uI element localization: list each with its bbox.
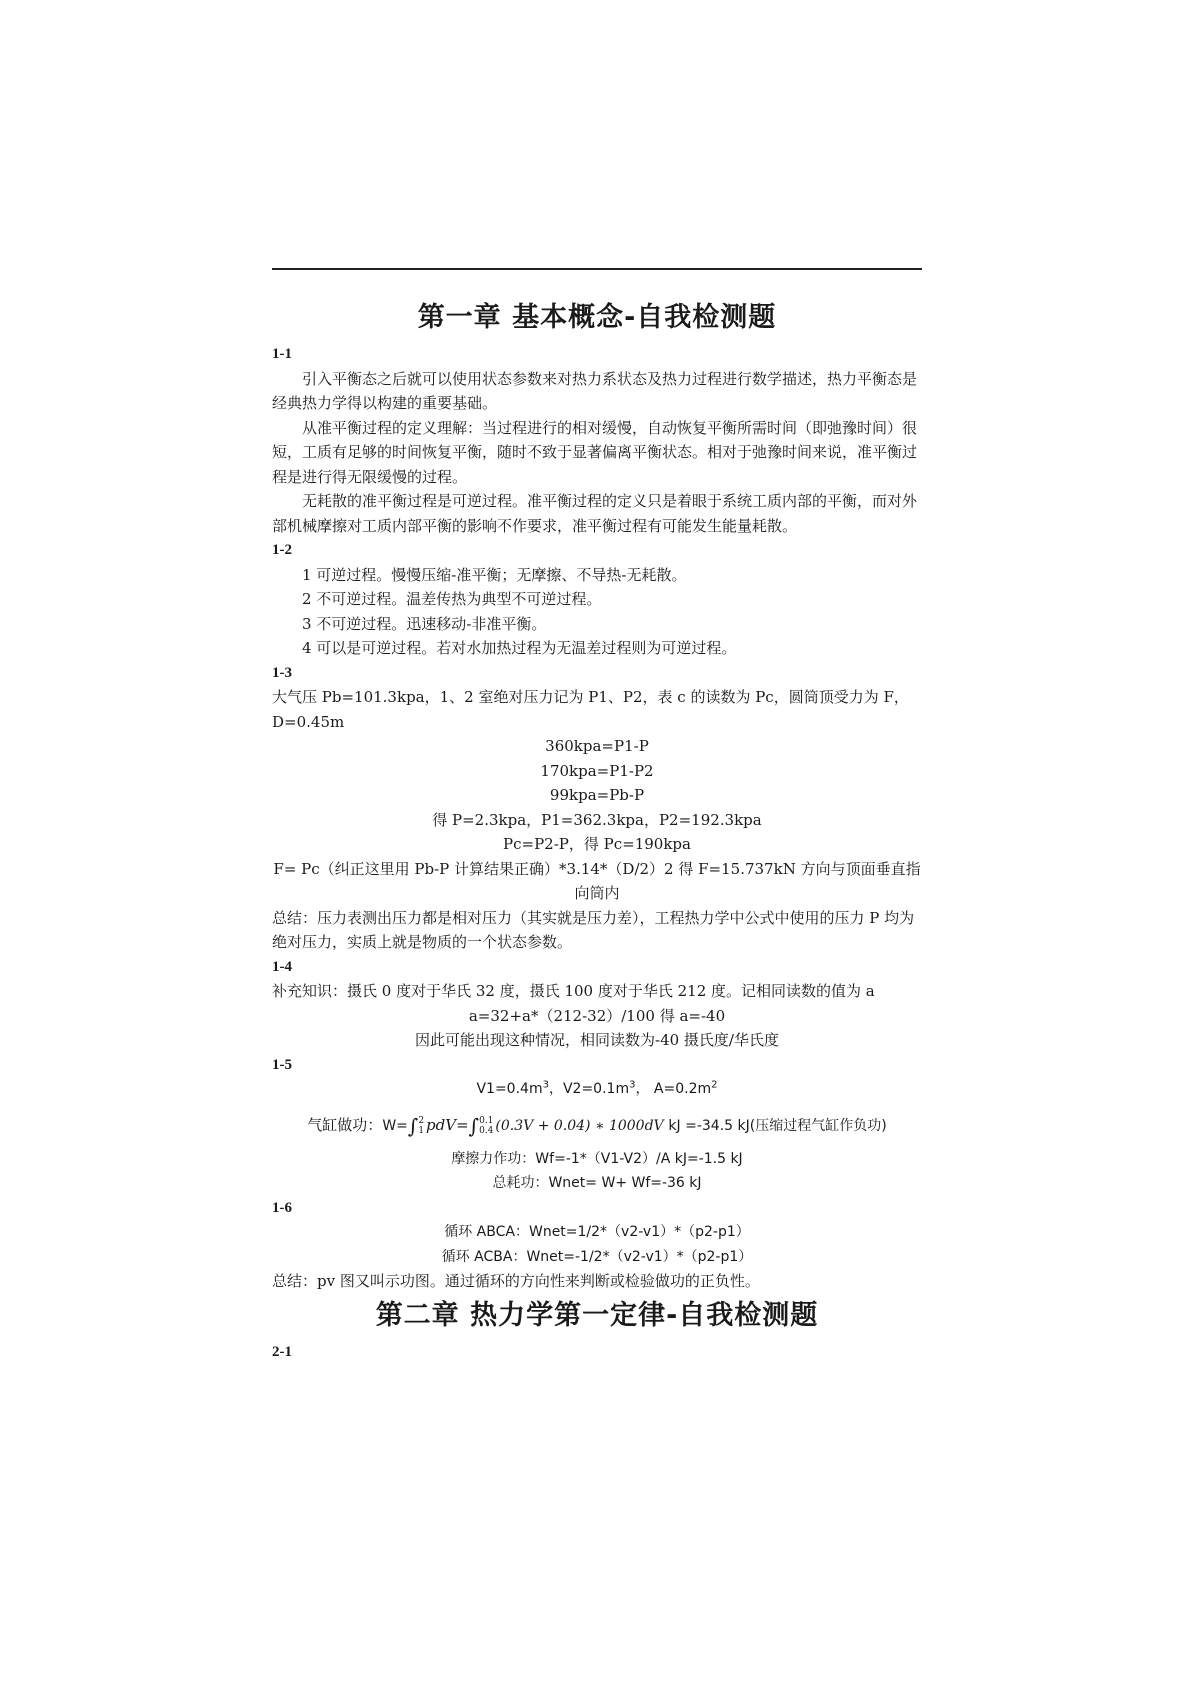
integral-limits xyxy=(418,1116,424,1136)
section-1-4-label: 1-4 xyxy=(272,958,292,975)
work-label: 气缸做功： xyxy=(307,1115,383,1134)
section-1-3-equation: 99kpa=Pb-P xyxy=(549,786,645,804)
section-1-5-label: 1-5 xyxy=(272,1056,292,1073)
section-1-1-label: 1-1 xyxy=(272,346,292,362)
section-1-3-equation: 得 P=2.3kpa，P1=362.3kpa，P2=192.3kpa xyxy=(432,810,762,829)
section-1-3-summary: 总结：压力表测出压力都是相对压力（其实就是压力差），工程热力学中公式中使用的压力 P 均为绝对压力，实质上就是物质的一个状态参数。 xyxy=(272,908,915,951)
section-1-1-paragraph-1: 引入平衡态之后就可以使用状态参数来对热力系状态及热力过程进行数学描述，热力平衡态是经典热力学得以构建的重要基础。 xyxy=(272,369,918,412)
section-1-2-item: 4 可以是可逆过程。若对水加热过程为无温差过程则为可逆过程。 xyxy=(302,639,737,657)
section-1-5-volumes: $V1=0.4m^3$，$V2=0.1m^3$， $A=0.2m^2$ xyxy=(476,1079,718,1097)
work-equals: = xyxy=(456,1115,469,1134)
work-symbol: W= xyxy=(382,1117,408,1134)
section-1-1-paragraph-3: 无耗散的准平衡过程是可逆过程。准平衡过程的定义只是着眼于系统工质内部的平衡，而对外部机械摩擦对工质内部平衡的影响不作要求，准平衡过程有可能发生能量耗散。 xyxy=(272,492,918,535)
section-1-4-equation: 因此可能出现这种情况，相同读数为-40 摄氏度/华氏度 xyxy=(415,1031,779,1049)
section-1-3-equation: 170kpa=P1-P2 xyxy=(540,761,654,780)
section-1-2-item: 3 不可逆过程。迅速移动-非准平衡。 xyxy=(302,614,547,633)
integral-limits xyxy=(479,1116,493,1136)
work-expr-2: (0.3V + 0.04) ∗ 1000dV xyxy=(495,1117,664,1134)
section-1-3-label: 1-3 xyxy=(272,664,292,681)
section-1-2-label: 1-2 xyxy=(272,542,292,558)
section-1-6-abca: 循环 ABCA：Wnet=1/2*（v2-v1）*（p2-p1） xyxy=(444,1224,750,1240)
upper-limit: 2 xyxy=(418,1115,425,1126)
work-expr-1: pdV xyxy=(426,1115,457,1134)
section-1-3-force: F= Pc（纠正这里用 Pb-P 计算结果正确）*3.14*（D/2）2 得 F=15.737kN 方向与顶面垂直指向筒内 xyxy=(273,859,921,902)
section-1-5-friction: 摩擦力作功：Wf=-1*（V1-V2）/A kJ=-1.5 kJ xyxy=(451,1150,743,1167)
section-1-3-equation: 360kpa=P1-P xyxy=(545,737,649,755)
integral-icon: ∫ xyxy=(468,1113,480,1138)
work-result: kJ =-34.5 kJ(压缩过程气缸作负功) xyxy=(668,1117,887,1134)
section-1-6-summary: 总结：pv 图又叫示功图。通过循环的方向性来判断或检验做功的正负性。 xyxy=(272,1272,760,1290)
section-1-3-equation: Pc=P2-P，得 Pc=190kpa xyxy=(503,835,691,853)
section-1-4-equation: a=32+a*（212-32）/100 得 a=-40 xyxy=(468,1006,726,1025)
chapter-1-title: 第一章 基本概念-自我检测题 xyxy=(417,302,777,333)
section-2-1-label: 2-1 xyxy=(272,1343,292,1360)
section-1-3-intro: 大气压 Pb=101.3kpa，1、2 室绝对压力记为 P1、P2，表 c 的读数为 Pc，圆筒顶受力为 F，D=0.45m xyxy=(272,688,909,731)
section-1-5-total: 总耗功：Wnet= W+ Wf=-36 kJ xyxy=(492,1175,702,1191)
integral-icon: ∫ xyxy=(407,1113,419,1138)
section-1-6-acba: 循环 ACBA：Wnet=-1/2*（v2-v1）*（p2-p1） xyxy=(441,1248,753,1265)
upper-limit: 0.1 xyxy=(479,1115,494,1126)
lower-limit: 0.4 xyxy=(479,1125,494,1136)
section-1-4-intro: 补充知识：摄氏 0 度对于华氏 32 度，摄氏 100 度对于华氏 212 度。记相同读数的值为 a xyxy=(272,982,875,1000)
v2-value: ，V2=0.1m xyxy=(548,1081,630,1097)
lower-limit: 1 xyxy=(418,1125,425,1136)
header-rule xyxy=(272,268,922,270)
section-1-2-item: 1 可逆过程。慢慢压缩-准平衡；无摩擦、不导热-无耗散。 xyxy=(302,565,687,584)
area-value: ， A=0.2m xyxy=(635,1081,712,1097)
section-1-6-label: 1-6 xyxy=(272,1199,292,1216)
section-1-2-item: 2 不可逆过程。温差传热为典型不可逆过程。 xyxy=(302,590,602,608)
document-body xyxy=(272,298,922,1364)
chapter-2-title: 第二章 热力学第一定律-自我检测题 xyxy=(375,1299,819,1331)
section-1-5-work-formula xyxy=(272,1108,922,1143)
section-1-1-paragraph-2: 从准平衡过程的定义理解：当过程进行的相对缓慢，自动恢复平衡所需时间（即弛豫时间）很短，工质有足够的时间恢复平衡，随时不致于显著偏离平衡状态。相对于弛豫时间来说，准平衡过程是进行得无限缓慢的过程。 xyxy=(272,418,918,486)
v1-value: V1=0.4m xyxy=(476,1081,543,1097)
